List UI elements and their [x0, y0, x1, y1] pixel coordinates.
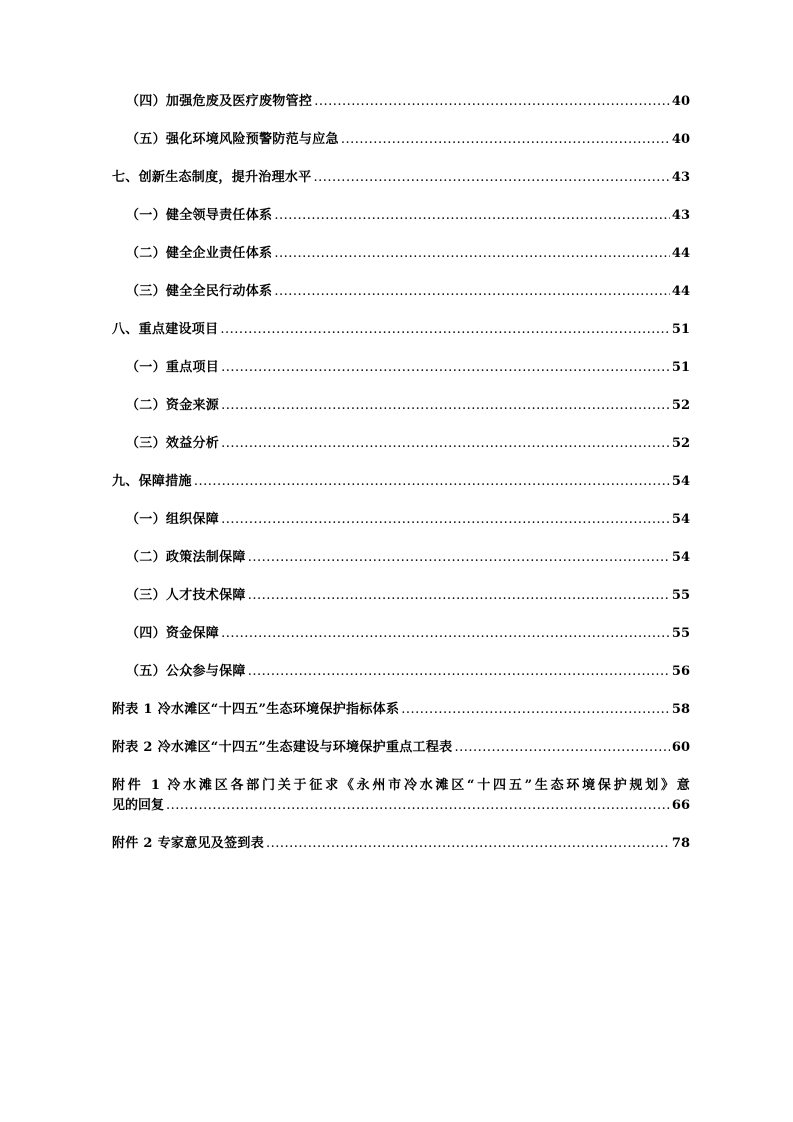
- toc-leader-dots: [220, 320, 670, 340]
- toc-page-number: 43: [671, 208, 690, 223]
- toc-entry[interactable]: [126, 244, 690, 264]
- toc-leader-dots: [248, 662, 670, 682]
- toc-entry[interactable]: [126, 282, 690, 302]
- toc-entry[interactable]: [126, 358, 690, 378]
- toc-entry-title: （四）资金保障: [126, 626, 220, 641]
- toc-entry[interactable]: [126, 130, 690, 150]
- toc-leader-dots: [314, 168, 670, 188]
- toc-entry[interactable]: [126, 662, 690, 682]
- toc-entry[interactable]: [126, 434, 690, 454]
- toc-page-number: 44: [671, 246, 690, 261]
- toc-entry[interactable]: [112, 834, 690, 854]
- toc-leader-dots: [166, 796, 670, 816]
- toc-leader-dots: [221, 624, 670, 644]
- toc-page-number: 54: [671, 474, 690, 489]
- toc-page-number: 43: [671, 170, 690, 185]
- toc-leader-dots: [341, 130, 670, 150]
- toc-leader-dots: [194, 472, 670, 492]
- toc-entry[interactable]: [112, 168, 690, 188]
- toc-leader-dots: [248, 586, 670, 606]
- toc-entry-title: 七、创新生态制度，提升治理水平: [112, 170, 312, 185]
- toc-leader-dots: [221, 510, 670, 530]
- toc-leader-dots: [248, 548, 670, 568]
- toc-entry-multiline[interactable]: [112, 776, 690, 816]
- toc-entry-title: （四）加强危废及医疗废物管控: [126, 94, 313, 109]
- toc-entry-title: （五）强化环境风险预警防范与应急: [126, 132, 339, 147]
- toc-entry[interactable]: [112, 320, 690, 340]
- toc-entry-title: （五）公众参与保障: [126, 664, 246, 679]
- toc-page-number: 66: [671, 798, 690, 813]
- toc-page-number: 40: [671, 94, 690, 109]
- toc-page-number: 52: [671, 436, 690, 451]
- toc-entry-title: 九、保障措施: [112, 474, 192, 489]
- toc-entry-title: （三）人才技术保障: [126, 588, 246, 603]
- toc-leader-dots: [274, 206, 670, 226]
- toc-entry-title: （三）效益分析: [126, 436, 220, 451]
- toc-entry-title: 附表 2 冷水滩区“十四五”生态建设与环境保护重点工程表: [112, 740, 453, 755]
- toc-entry[interactable]: [126, 548, 690, 568]
- toc-entry[interactable]: [126, 586, 690, 606]
- toc-entry-line2: [112, 796, 690, 816]
- toc-page-number: 40: [671, 132, 690, 147]
- toc-leader-dots: [266, 834, 670, 854]
- toc-page-number: 44: [671, 284, 690, 299]
- toc-leader-dots: [454, 738, 669, 758]
- toc-entry-title: （三）健全全民行动体系: [126, 284, 273, 299]
- toc-page-number: 56: [671, 664, 690, 679]
- toc-page-number: 60: [671, 740, 690, 755]
- toc-page-number: 55: [671, 588, 690, 603]
- toc-entry[interactable]: [126, 396, 690, 416]
- toc-leader-dots: [401, 700, 670, 720]
- toc-page-number: 51: [671, 322, 690, 337]
- toc-entry-title: （一）健全领导责任体系: [126, 208, 273, 223]
- toc-entry[interactable]: [126, 624, 690, 644]
- toc-leader-dots: [221, 396, 670, 416]
- toc-entry[interactable]: [112, 700, 690, 720]
- toc-page-number: 58: [671, 702, 690, 717]
- toc-entry-title: （二）健全企业责任体系: [126, 246, 273, 261]
- toc-entry[interactable]: [126, 510, 690, 530]
- toc-leader-dots: [274, 282, 670, 302]
- toc-entry-title: （二）政策法制保障: [126, 550, 246, 565]
- toc-entry-title: 附件 2 专家意见及签到表: [112, 836, 264, 851]
- toc-leader-dots: [274, 244, 670, 264]
- toc-entry-title: 八、重点建设项目: [112, 322, 219, 337]
- toc-entry[interactable]: [112, 738, 690, 758]
- toc-page-number: 54: [671, 550, 690, 565]
- toc-leader-dots: [314, 92, 670, 112]
- toc-entry-title: （一）组织保障: [126, 512, 220, 527]
- toc-page-number: 52: [671, 398, 690, 413]
- toc-entry[interactable]: [126, 206, 690, 226]
- toc-entry-title-line2: 见的回复: [112, 798, 165, 813]
- toc-entry-title-line1: 附件 1 冷水滩区各部门关于征求《永州市冷水滩区“十四五”生态环境保护规划》意: [112, 778, 690, 793]
- toc-leader-dots: [221, 434, 670, 454]
- toc-entry-title: （一）重点项目: [126, 360, 220, 375]
- toc-entry[interactable]: [126, 92, 690, 112]
- toc-leader-dots: [221, 358, 670, 378]
- toc-page-number: 54: [671, 512, 690, 527]
- toc-entry-title: 附表 1 冷水滩区“十四五”生态环境保护指标体系: [112, 702, 400, 717]
- toc-page-number: 55: [671, 626, 690, 641]
- toc-page-number: 78: [671, 836, 690, 851]
- toc-entry[interactable]: [112, 472, 690, 492]
- toc-page-number: 51: [671, 360, 690, 375]
- toc-entry-title: （二）资金来源: [126, 398, 220, 413]
